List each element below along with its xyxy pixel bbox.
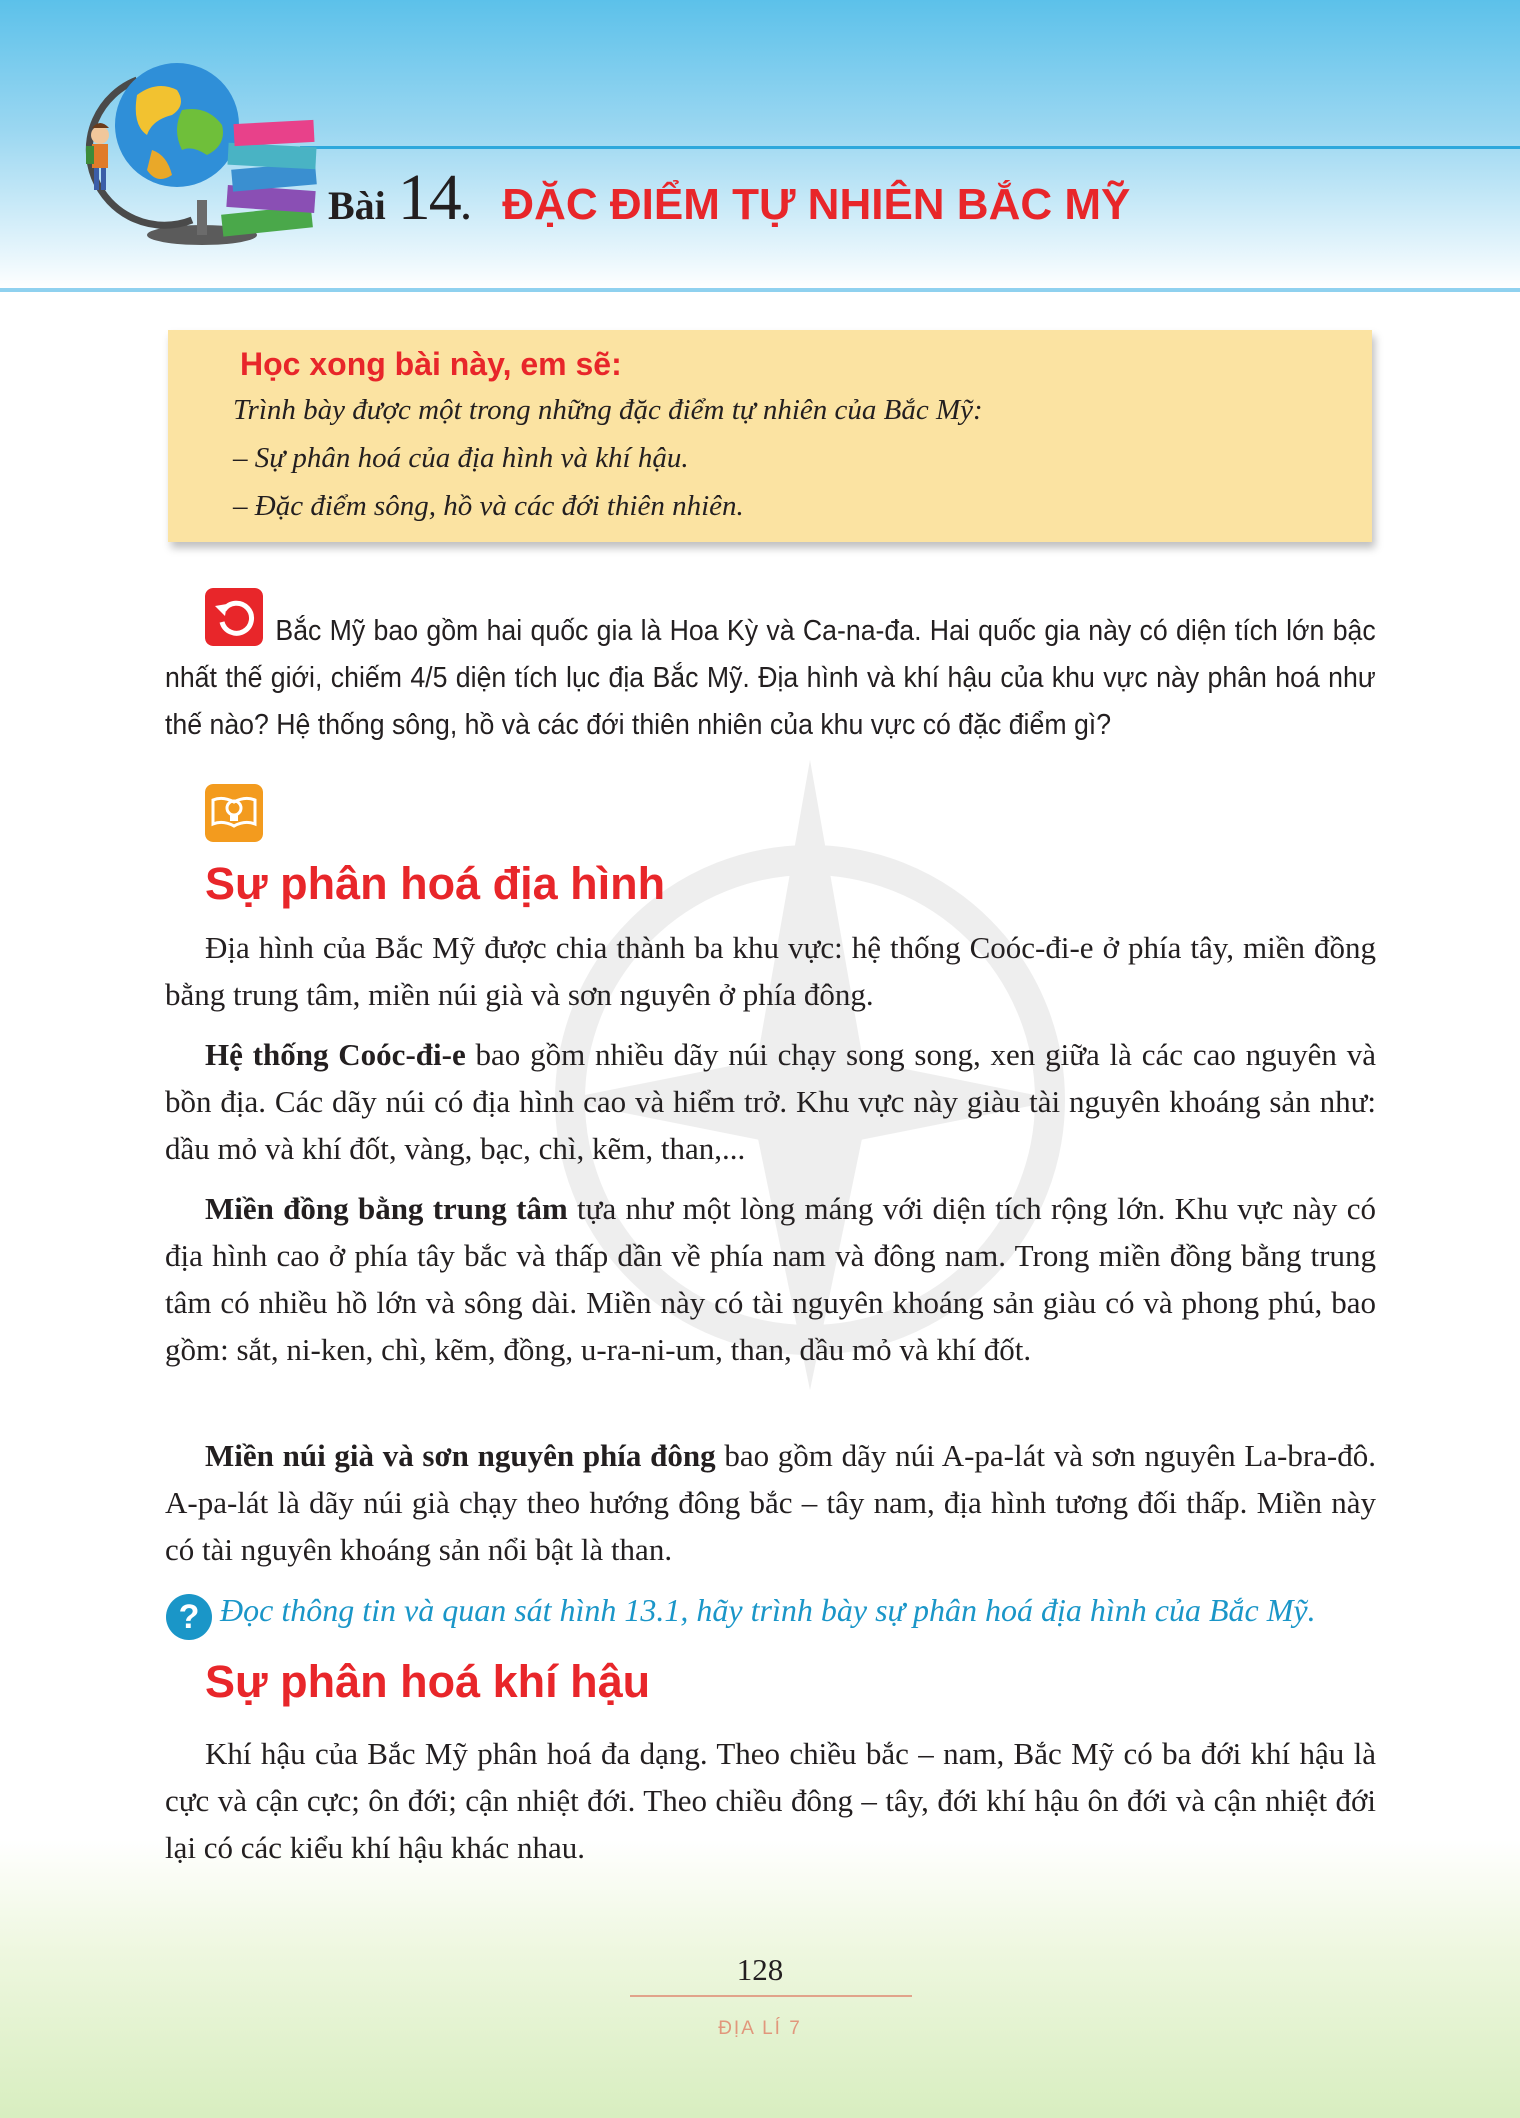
objective-line: – Đặc điểm sông, hồ và các đới thiên nhiên. xyxy=(233,490,744,522)
learning-objectives-box xyxy=(168,330,1372,542)
intro-paragraph xyxy=(165,608,1376,749)
header-divider xyxy=(300,146,1520,149)
objective-line: – Sự phân hoá của địa hình và khí hậu. xyxy=(233,442,689,474)
objective-line: Trình bày được một trong những đặc điểm tự nhiên của Bắc Mỹ: xyxy=(233,394,983,426)
term-cordillera: Hệ thống Coóc-đi-e xyxy=(205,1037,466,1072)
lesson-number-dot: . xyxy=(459,174,473,230)
lesson-word: Bài xyxy=(328,183,386,228)
question-icon: ? xyxy=(166,1594,212,1640)
subject-label: ĐỊA LÍ 7 xyxy=(718,2018,802,2039)
terrain-paragraph-2: Hệ thống Coóc-đi-e bao gồm nhiều dãy núi chạy song song, xen giữa là các cao nguyên và bồn địa. Các dãy núi có địa hình cao và hiểm trở. Khu vực này giàu tài nguyên khoáng sản như: dầu mỏ và khí đốt, vàng, bạc, chì, kẽm, than,... xyxy=(165,1037,1376,1166)
section-title-terrain: Sự phân hoá địa hình xyxy=(205,858,666,909)
lesson-number: 14 xyxy=(397,161,460,234)
book-lightbulb-icon xyxy=(205,784,263,842)
question-text: Đọc thông tin và quan sát hình 13.1, hãy trình bày sự phân hoá địa hình của Bắc Mỹ. xyxy=(220,1592,1316,1628)
page-number: 128 xyxy=(736,1952,784,1987)
header-bottom-divider xyxy=(0,288,1520,292)
objectives-heading: Học xong bài này, em sẽ: xyxy=(240,346,622,382)
terrain-paragraph-4: Miền núi già và sơn nguyên phía đông bao gồm dãy núi A-pa-lát và sơn nguyên La-bra-đô. A-pa-lát là dãy núi già chạy theo hướng đông bắc – tây nam, địa hình tương đối thấp. Miền này có tài nguyên khoáng sản nổi bật là than. xyxy=(165,1438,1376,1567)
page-number-divider xyxy=(630,1995,912,1997)
term-central-plains: Miền đồng bằng trung tâm xyxy=(205,1191,568,1226)
lesson-name: ĐẶC ĐIỂM TỰ NHIÊN BẮC MỸ xyxy=(502,180,1131,229)
globe-books-student-icon xyxy=(82,50,322,250)
terrain-paragraph-3: Miền đồng bằng trung tâm tựa như một lòng máng với diện tích rộng lớn. Khu vực này có địa hình cao ở phía tây bắc và thấp dần về phía nam và đông nam. Trong miền đồng bằng trung tâm có nhiều hồ lớn và sông dài. Miền này có tài nguyên khoáng sản giàu có và phong phú, bao gồm: sắt, ni-ken, chì, kẽm, đồng, u-ra-ni-um, than, dầu mỏ và khí đốt. xyxy=(165,1191,1376,1367)
intro-text: Bắc Mỹ bao gồm hai quốc gia là Hoa Kỳ và Ca-na-đa. Hai quốc gia này có diện tích lớn bậc nhất thế giới, chiếm 4/5 diện tích lục địa Bắc Mỹ. Địa hình và khí hậu của khu vực này phân hoá như thế nào? Hệ thống sông, hồ và các đới thiên nhiên của khu vực có đặc điểm gì? xyxy=(165,615,1376,741)
terrain-paragraph-1: Địa hình của Bắc Mỹ được chia thành ba khu vực: hệ thống Coóc-đi-e ở phía tây, miền đồng bằng trung tâm, miền núi già và sơn nguyên ở phía đông. xyxy=(165,930,1376,1012)
section-title-climate: Sự phân hoá khí hậu xyxy=(205,1656,651,1707)
term-eastern-mountains: Miền núi già và sơn nguyên phía đông xyxy=(205,1438,716,1473)
lesson-title xyxy=(328,160,1130,236)
climate-paragraph-1: Khí hậu của Bắc Mỹ phân hoá đa dạng. Theo chiều bắc – nam, Bắc Mỹ có ba đới khí hậu là cực và cận cực; ôn đới; cận nhiệt đới. Theo chiều đông – tây, đới khí hậu ôn đới và cận nhiệt đới lại có các kiểu khí hậu khác nhau. xyxy=(165,1736,1376,1865)
